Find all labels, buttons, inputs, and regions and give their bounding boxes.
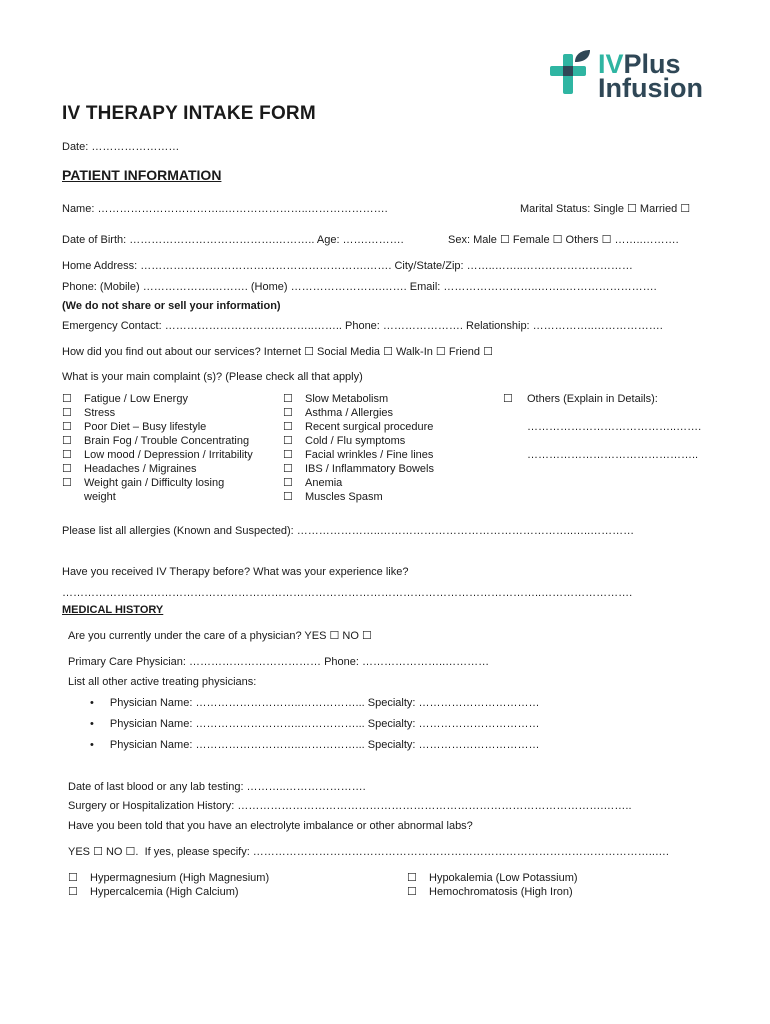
date-field[interactable]: Date: …………………… [62,141,180,153]
last-lab-field[interactable]: Date of last blood or any lab testing: ………..…………………. [68,781,366,793]
form-title: IV THERAPY INTAKE FORM [62,103,316,124]
complaint-item[interactable]: ☐ Slow Metabolism [283,393,389,405]
checkbox[interactable]: ☐ [62,449,72,461]
logo-accent: IV [598,49,624,79]
logo-infusion: Infusion [598,73,703,103]
complaint-item[interactable]: ☐ Weight gain / Difficulty losing weight [62,477,225,503]
allergies-field[interactable]: Please list all allergies (Known and Suspected): …………………..……………………………………………..…..………… [62,525,635,537]
checkbox[interactable]: ☐ [62,477,72,489]
condition-item[interactable]: ☐ Hypercalcemia (High Calcium) [68,886,239,898]
checkbox[interactable]: ☐ [62,393,72,405]
conditions-col1 [68,871,368,899]
complaint-item-other[interactable]: ☐ Others (Explain in Details): [503,393,658,405]
iv-experience-question: Have you received IV Therapy before? What was your experience like? [62,566,409,578]
condition-item[interactable]: ☐ Hemochromatosis (High Iron) [407,886,573,898]
condition-item[interactable]: ☐ Hypermagnesium (High Magnesium) [68,872,270,884]
checkbox[interactable]: ☐ [68,872,78,884]
electrolyte-question: Have you been told that you have an electrolyte imbalance or other abnormal labs? [68,820,473,832]
checkbox[interactable]: ☐ [407,872,417,884]
complaint-item[interactable]: ☐ Poor Diet – Busy lifestyle [62,421,207,433]
bullet-icon: • [90,739,94,751]
marital-status-field[interactable]: Marital Status: Single ☐ Married ☐ [520,203,691,215]
physician-entry[interactable]: Physician Name: ………………………..……………... Specialty: …………………………… [109,697,540,709]
electrolyte-yes-no[interactable] [68,846,669,859]
emergency-contact-field[interactable]: Emergency Contact: …………………………………..…….. Phone: …………………. Relationship: ……………..………………. [62,320,663,332]
privacy-note: (We do not share or sell your information) [62,300,281,312]
complaint-item[interactable]: ☐ Headaches / Migraines [62,463,197,475]
logo-plus: Plus [623,49,681,79]
yes-no-checkboxes[interactable]: YES ☐ NO ☐. [68,846,139,858]
medical-history-heading: MEDICAL HISTORY [62,604,164,616]
checkbox[interactable]: ☐ [407,886,417,898]
other-physicians-label: List all other active treating physicians: [68,676,257,688]
checkbox[interactable]: ☐ [68,886,78,898]
complaint-item[interactable]: ☐ Stress [62,407,116,419]
checkbox[interactable]: ☐ [283,477,293,489]
checkbox[interactable]: ☐ [283,435,293,447]
logo-icon [548,48,592,98]
complaint-question: What is your main complaint (s)? (Please check all that apply) [62,371,363,383]
primary-care-field[interactable]: Primary Care Physician: ……………………………… Phone: …………………..………… [68,656,490,668]
surgery-history-field[interactable]: Surgery or Hospitalization History: ……………………………………………………………………………………….…….. [68,800,632,812]
iv-experience-field[interactable]: …………………………………………………………………………………………………………………..……………………. [62,587,633,599]
dob-field[interactable]: Date of Birth: ………………………………….……….. Age: …….………. [62,234,404,246]
checkbox[interactable]: ☐ [283,407,293,419]
physician-row[interactable] [90,739,540,752]
referral-question[interactable]: How did you find out about our services? Internet ☐ Social Media ☐ Walk-In ☐ Friend ☐ [62,346,493,358]
complaint-item[interactable]: ☐ Fatigue / Low Energy [62,393,188,405]
checkbox[interactable]: ☐ [503,393,513,405]
complaint-item[interactable]: ☐ Brain Fog / Trouble Concentrating [62,435,250,447]
bullet-icon: • [90,697,94,709]
complaint-item[interactable]: ☐ Muscles Spasm [283,491,383,503]
condition-item[interactable]: ☐ Hypokalemia (Low Potassium) [407,872,578,884]
complaints-other [503,392,703,406]
complaint-item[interactable]: ☐ Anemia [283,477,343,489]
physician-row[interactable] [90,718,540,731]
checkbox[interactable]: ☐ [283,449,293,461]
complaint-item[interactable]: ☐ Low mood / Depression / Irritability [62,449,253,461]
complaint-item[interactable]: ☐ Recent surgical procedure [283,421,434,433]
complaints-list-col1 [62,392,272,504]
checkbox[interactable]: ☐ [283,421,293,433]
checkbox[interactable]: ☐ [283,393,293,405]
phone-email-field[interactable]: Phone: (Mobile) ……………….………. (Home) …………………….……. Email: ……………………..……..……………………. [62,281,657,293]
home-address-field[interactable]: Home Address: ……………….…………………………………….……. City/State/Zip: ……..……..………………………… [62,260,633,272]
complaint-item[interactable]: ☐ Cold / Flu symptoms [283,435,406,447]
name-field[interactable]: Name: ……………………………..…………………..…………………. [62,203,388,215]
other-details-line[interactable]: ……………………………………….. [527,449,699,461]
physician-care-question[interactable]: Are you currently under the care of a physician? YES ☐ NO ☐ [68,630,372,642]
complaint-item[interactable]: ☐ Facial wrinkles / Fine lines [283,449,434,461]
checkbox[interactable]: ☐ [283,463,293,475]
checkbox[interactable]: ☐ [62,407,72,419]
sex-field[interactable]: Sex: Male ☐ Female ☐ Others ☐ ……..………. [448,234,679,246]
complaint-item[interactable]: ☐ Asthma / Allergies [283,407,394,419]
complaints-list-col2 [283,392,483,504]
checkbox[interactable]: ☐ [62,421,72,433]
brand-logo [598,49,703,103]
conditions-col2 [407,871,707,899]
physician-entry[interactable]: Physician Name: ………………………..……………... Specialty: …………………………… [109,739,540,751]
checkbox[interactable]: ☐ [283,491,293,503]
complaint-item[interactable]: ☐ IBS / Inflammatory Bowels [283,463,434,475]
other-details-line[interactable]: …………………………………..……. [527,421,702,433]
physician-entry[interactable]: Physician Name: ………………………..……………... Specialty: …………………………… [109,718,540,730]
physician-row[interactable] [90,697,540,710]
checkbox[interactable]: ☐ [62,463,72,475]
if-yes-specify[interactable]: If yes, please specify: ………………………………………………………………………………………………..…. [144,846,669,858]
bullet-icon: • [90,718,94,730]
checkbox[interactable]: ☐ [62,435,72,447]
patient-info-heading: PATIENT INFORMATION [62,167,222,183]
